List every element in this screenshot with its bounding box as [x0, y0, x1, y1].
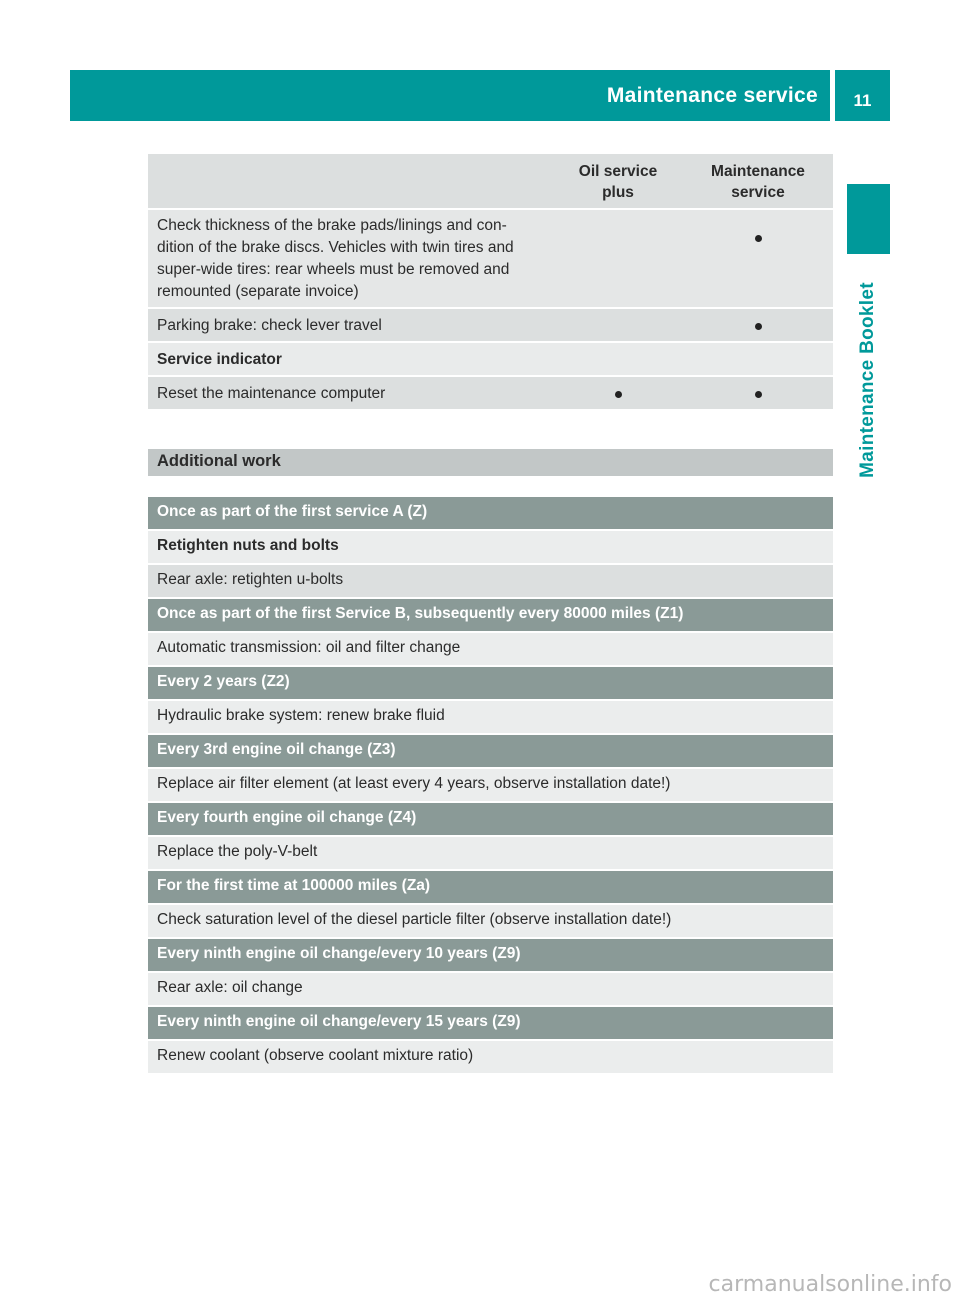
row-label: Every 2 years (Z2): [157, 673, 290, 690]
check-dot: [615, 391, 622, 398]
table-row: [148, 343, 833, 377]
row-label: Every fourth engine oil change (Z4): [157, 809, 417, 826]
section-tab: [847, 184, 890, 254]
row-label: Retighten nuts and bolts: [157, 537, 339, 554]
interval-header: [148, 497, 833, 531]
row-label: Replace air filter element (at least every 4 years, observe installation date!): [157, 775, 671, 792]
header-bar: [70, 70, 830, 121]
row-label: Check thickness of the brake pads/linings and con- dition of the brake discs. Vehicles with twin tires and super-wide tires: rear wheels must be removed and remounted (separate invoice): [157, 217, 514, 300]
row-label: Reset the maintenance computer: [157, 385, 386, 402]
page-number: 11: [835, 70, 890, 121]
table-row: [148, 769, 833, 803]
row-label: For the first time at 100000 miles (Za): [157, 877, 431, 894]
additional-work-title: Additional work: [157, 452, 281, 470]
table-row: [148, 633, 833, 667]
row-label: Once as part of the first Service B, subsequently every 80000 miles (Z1): [157, 605, 684, 622]
interval-header: [148, 599, 833, 633]
row-label: Rear axle: retighten u-bolts: [157, 571, 344, 588]
row-label: Parking brake: check lever travel: [157, 317, 382, 334]
interval-header: [148, 1007, 833, 1041]
interval-header: [148, 871, 833, 905]
section-label: Maintenance Booklet: [857, 282, 878, 478]
row-heading: Service indicator: [157, 351, 282, 368]
table-row: [148, 531, 833, 565]
col-oil-service-plus: Oil service plus: [578, 163, 658, 201]
table-row: [148, 309, 833, 343]
row-label: Once as part of the first service A (Z): [157, 503, 428, 520]
row-label: Every ninth engine oil change/every 15 years (Z9): [157, 1013, 521, 1030]
check-dot: [755, 323, 762, 330]
table-row: [148, 565, 833, 599]
page-title: Maintenance service: [606, 84, 818, 107]
row-label: Hydraulic brake system: renew brake fluid: [157, 707, 445, 724]
row-label: Every 3rd engine oil change (Z3): [157, 741, 396, 758]
row-label: Every ninth engine oil change/every 10 years (Z9): [157, 945, 521, 962]
table-row: [148, 701, 833, 735]
row-label: Rear axle: oil change: [157, 979, 303, 996]
table-row: [148, 1041, 833, 1075]
row-label: Renew coolant (observe coolant mixture ratio): [157, 1047, 474, 1064]
check-dot: [755, 235, 762, 242]
table-row: [148, 973, 833, 1007]
interval-header: [148, 939, 833, 973]
row-label: Check saturation level of the diesel particle filter (observe installation date!): [157, 911, 672, 928]
table-row: [148, 837, 833, 871]
table-row: [148, 905, 833, 939]
table-row: [148, 377, 833, 411]
service-table: [148, 154, 833, 411]
watermark: carmanualsonline.info: [708, 1272, 952, 1297]
interval-header: [148, 735, 833, 769]
table-row: [148, 210, 833, 309]
table-header-row: [148, 154, 833, 210]
additional-work-heading: [148, 449, 833, 476]
interval-header: [148, 667, 833, 701]
col-maintenance-service: Maintenance service: [711, 163, 805, 201]
row-label: Replace the poly-V-belt: [157, 843, 318, 860]
additional-work-table: [148, 497, 833, 1075]
interval-header: [148, 803, 833, 837]
row-label: Automatic transmission: oil and filter change: [157, 639, 461, 656]
check-dot: [755, 391, 762, 398]
